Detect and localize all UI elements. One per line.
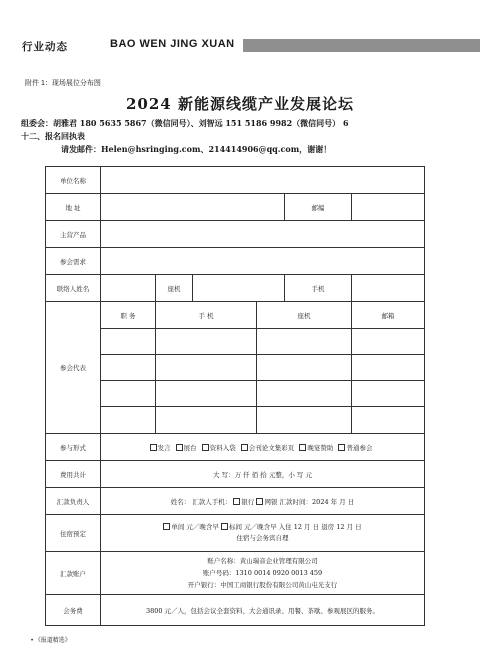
checkbox-icon — [163, 523, 170, 530]
needs-label: 参会需求 — [46, 248, 101, 275]
account-name: 账户名称：黄山瑞音企业管理有限公司 — [207, 557, 318, 565]
needs-field[interactable] — [101, 248, 425, 275]
room-single-option[interactable]: 单间 元／晚含早 — [163, 523, 219, 531]
contact-name-field[interactable] — [101, 275, 156, 302]
landline-label: 座机 — [156, 275, 193, 302]
checkbox-icon — [150, 444, 157, 451]
contact-name-label: 联络人姓名 — [46, 275, 101, 302]
landline-header: 座机 — [257, 302, 352, 329]
table-cell[interactable] — [257, 355, 352, 381]
main-product-label: 主营产品 — [46, 221, 101, 248]
remit-person-label: 汇款负责人 — [46, 488, 101, 515]
mobile-header: 手 机 — [156, 302, 257, 329]
option-booth[interactable]: 展台 — [176, 444, 197, 452]
checkbox-icon — [241, 444, 248, 451]
delegate-label: 参会代表 — [46, 302, 101, 434]
table-cell[interactable] — [156, 381, 257, 407]
remit-account-info — [101, 552, 425, 595]
mobile-label: 手机 — [285, 275, 352, 302]
table-cell[interactable] — [156, 329, 257, 355]
registration-form — [45, 166, 425, 626]
email-header: 邮箱 — [352, 302, 425, 329]
company-name-label: 单位名称 — [46, 167, 101, 194]
remit-person-text: 姓名： 汇款人手机： — [170, 497, 232, 506]
total-fee-label: 费用共计 — [46, 461, 101, 488]
postcode-label: 邮编 — [285, 194, 352, 221]
option-journal[interactable]: 会刊论文集彩页 — [241, 444, 295, 452]
table-cell[interactable] — [257, 329, 352, 355]
checkbox-icon — [233, 498, 240, 505]
remit-bank-option[interactable]: 银行 — [233, 498, 254, 506]
table-cell[interactable] — [352, 329, 425, 355]
conference-fee-label: 会务费 — [46, 595, 101, 626]
mobile-field[interactable] — [352, 275, 425, 302]
table-cell[interactable] — [156, 407, 257, 434]
landline-field[interactable] — [193, 275, 285, 302]
footer-label: • 《报道精选》 — [31, 638, 71, 644]
checkbox-icon — [221, 523, 228, 530]
account-bank: 开户银行：中国工商银行股份有限公司黄山屯光支行 — [187, 581, 338, 589]
table-cell[interactable] — [257, 381, 352, 407]
checkbox-icon — [338, 444, 345, 451]
table-cell[interactable] — [101, 329, 156, 355]
remit-time-text: 汇款时间：2024 年 月 日 — [279, 497, 355, 506]
section-label: 行业动态 — [22, 41, 68, 53]
main-product-field[interactable] — [101, 221, 425, 248]
table-cell[interactable] — [352, 355, 425, 381]
remit-online-option[interactable]: 网银 — [256, 498, 277, 506]
option-regular[interactable]: 普通参会 — [338, 444, 372, 452]
table-cell[interactable] — [101, 407, 156, 434]
contact-line: 组委会：胡雅君 180 5635 5867（微信同号）、刘智远 151 5186 9982（微信同号） 6 — [21, 118, 349, 128]
account-number: 账户号码：1310 0014 0920 0013 459 — [202, 569, 323, 577]
position-header: 职 务 — [101, 302, 156, 329]
page-title: 2024 新能源线缆产业发展论坛 — [126, 95, 354, 113]
table-cell[interactable] — [257, 407, 352, 434]
checkbox-icon — [202, 444, 209, 451]
address-field[interactable] — [101, 194, 285, 221]
company-name-field[interactable] — [101, 167, 425, 194]
participation-options — [101, 434, 425, 461]
checkbox-icon — [256, 498, 263, 505]
total-fee-field[interactable]: 大 写：万 仟 佰 拾 元整，小 写 元 — [101, 461, 425, 488]
header-bar — [243, 39, 480, 52]
checkbox-icon — [176, 444, 183, 451]
attachment-label: 附件 1：现场展位分布图 — [25, 80, 101, 87]
remit-person-field[interactable] — [101, 488, 425, 515]
conference-fee-text: 3800 元／人，包括会议全套资料、大会通讯录、用餐、茶歇、参观展区的服务。 — [101, 595, 425, 626]
section-heading: 十二、报名回执表 — [21, 131, 85, 141]
table-cell[interactable] — [352, 407, 425, 434]
participation-label: 参与形式 — [46, 434, 101, 461]
checkbox-icon — [299, 444, 306, 451]
room-standard-option[interactable]: 标间 元／晚含早 入住 12 月 日 退房 12 月 日 — [221, 523, 362, 531]
table-cell[interactable] — [352, 381, 425, 407]
option-dinner[interactable]: 晚宴赞助 — [299, 444, 333, 452]
accommodation-label: 住宿预定 — [46, 515, 101, 552]
table-cell[interactable] — [101, 381, 156, 407]
postcode-field[interactable] — [352, 194, 425, 221]
table-cell[interactable] — [156, 355, 257, 381]
option-insert[interactable]: 资料入袋 — [202, 444, 236, 452]
accommodation-field[interactable] — [101, 515, 425, 552]
email-line: 请发邮件：Helen@hsringing.com、214414906@qq.com，谢谢！ — [61, 144, 332, 154]
room-note: 住宿与会务宾自理 — [236, 534, 289, 542]
option-speech[interactable]: 发言 — [150, 444, 171, 452]
address-label: 地 址 — [46, 194, 101, 221]
remit-account-label: 汇款账户 — [46, 552, 101, 595]
table-cell[interactable] — [101, 355, 156, 381]
brand-label: BAO WEN JING XUAN — [110, 38, 235, 50]
